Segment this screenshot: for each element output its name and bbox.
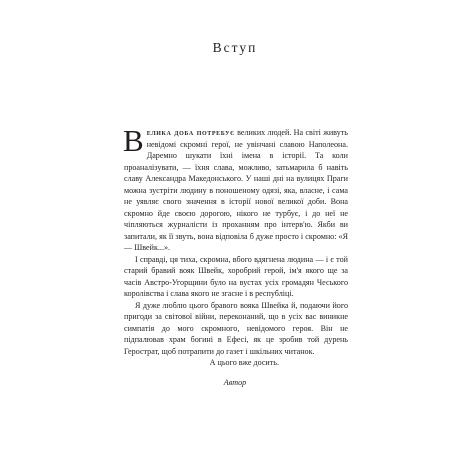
paragraph-2: І справді, ця тиха, скромна, вбого вдягнена людина — і є той старий бравий вояк Швейк, хоробрий герой, ім'я якого ще за часів Австро-Угорщини було на вустах усіх громадян Чеського королівства і слава якого не згасне і в республіці.: [124, 254, 348, 298]
paragraph-1: [123, 123, 348, 254]
lead-in-small-caps: елика доба потребує: [146, 128, 235, 137]
drop-cap: В: [123, 123, 144, 158]
page-title: Вступ: [212, 40, 258, 55]
paragraph-3: Я дуже люблю цього бравого вояка Швейка й, подаючи його пригоди за світової війни, переконаний, що в усіх вас виникне симпатія до мого скромного, невідомого героя. Він не підпалював храм богині в Ефесі, як це зробив той дурень Герострат, щоб потрапити до газет і шкільних читанок.: [124, 300, 348, 356]
closing-line: А цього вже досить.: [209, 358, 279, 367]
paragraph-1-text: великих людей. На світі живуть невідомі скромні герої, не увінчані славою Наполеона. Даремно шукати їхні імена в історії. Та коли проаналізувати, — їхня слава, можливо, затьмарила б навіть славу Александра Македонського. У наші дні на вулицях Праги можна зустріти людину в поношеному одязі, яка, власне, і сама не уявляє свого значення в історії нової великої доби. Вона скромно йде своєю дорогою, нікого не турбує, і до неї не чіпляються журналісти із проханням про інтерв'ю. Якби ви запитали, як її звуть, вона відповіла б дуже просто і скромно: «Я — Швейк...».: [124, 128, 348, 252]
body-text: [123, 123, 348, 369]
author-signature: Автор: [223, 378, 247, 387]
